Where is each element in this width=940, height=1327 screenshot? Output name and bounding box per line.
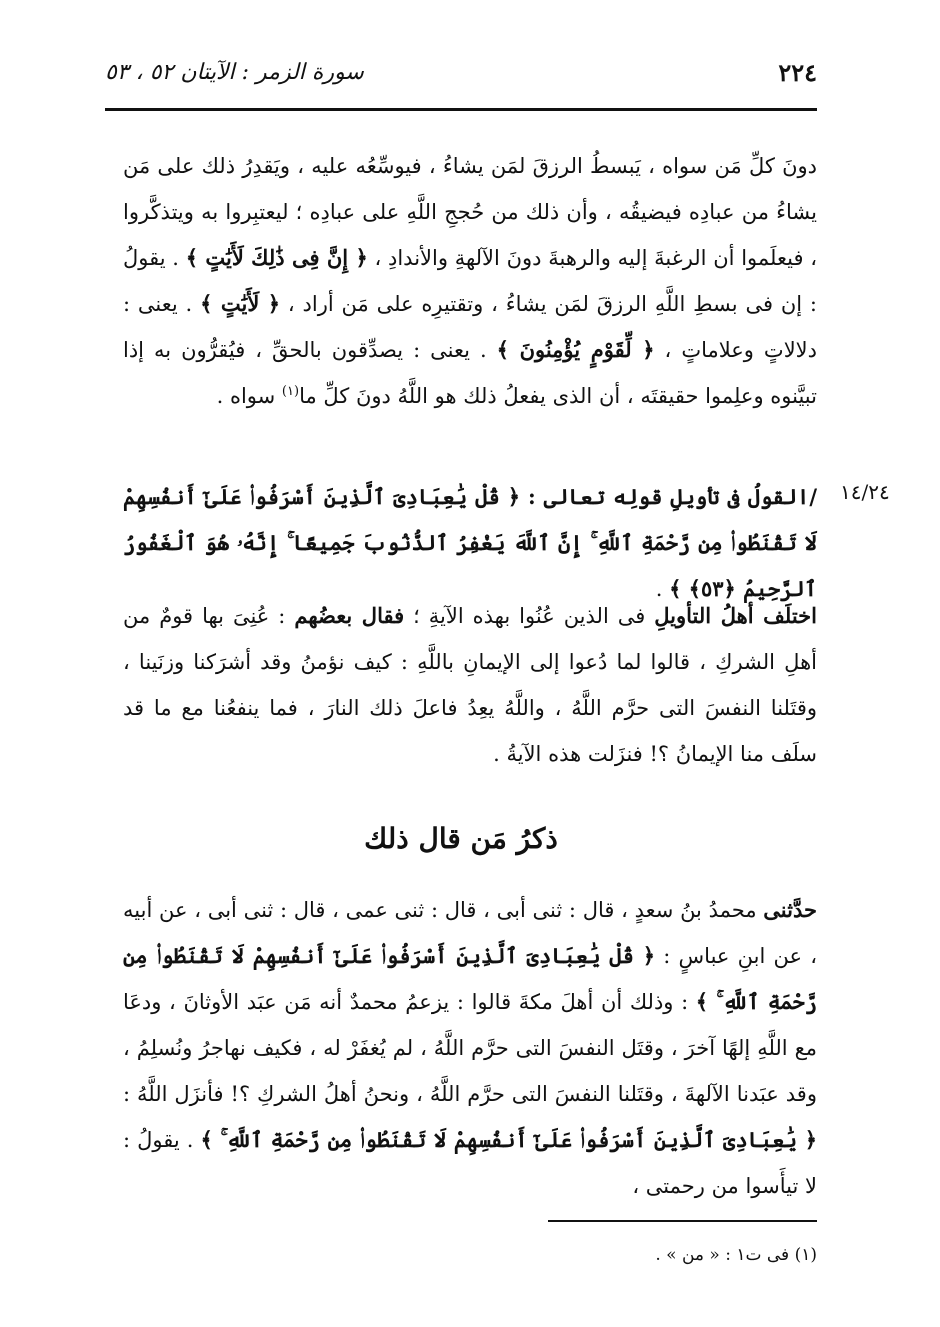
header-rule bbox=[105, 108, 817, 111]
heading-lead: /القولُ فى تأويلِ قولِه تعالى : bbox=[520, 484, 817, 509]
paragraph-4 bbox=[123, 887, 817, 1209]
quran-quote: ﴿ قُلْ يَٰعِبَادِىَ ٱلَّذِينَ أَسْرَفُوا۟ عَلَىٰٓ أَنفُسِهِمْ لَا تَقْنَطُوا۟ مِن رَّحْمَةِ ٱللَّهِ ۚ ﴾ bbox=[123, 943, 817, 1014]
quran-quote: ﴿ قُلْ يَٰعِبَادِىَ ٱلَّذِينَ أَسْرَفُوا۟ عَلَىٰٓ أَنفُسِهِمْ لَا تَقْنَطُوا۟ مِن رَّحْمَةِ ٱللَّهِ ۚ إِنَّ ٱللَّهَ يَغْفِرُ ٱلذُّنُوبَ جَمِيعًا ۚ إِنَّهُۥ هُوَ ٱلْغَفُورُ ٱلرَّحِيمُ ﴿٥٣﴾ ﴾ bbox=[123, 484, 817, 601]
paragraph-2 bbox=[123, 474, 817, 612]
quran-quote: ﴿ يَٰعِبَادِىَ ٱلَّذِينَ أَسْرَفُوا۟ عَلَىٰٓ أَنفُسِهِمْ لَا تَقْنَطُوا۟ مِن رَّحْمَةِ ٱللَّهِ ۚ ﴾ bbox=[200, 1127, 817, 1152]
paragraph-lead: حدَّثنى bbox=[763, 897, 817, 922]
footnote: (١) فى ت١ : « من » . bbox=[655, 1245, 817, 1265]
footnote-rule bbox=[548, 1220, 817, 1222]
quran-quote: ﴿ إِنَّ فِى ذَٰلِكَ لَأَيَٰتٍ ﴾ bbox=[185, 245, 368, 270]
margin-reference: ١٤/٢٤ bbox=[840, 480, 890, 504]
paragraph-1 bbox=[123, 143, 817, 419]
paragraph-bold: فقال بعضُهم bbox=[294, 603, 405, 628]
paragraph-text: سواه . bbox=[216, 384, 282, 408]
page-header bbox=[105, 58, 817, 98]
paragraph-lead: اختلَف أهلُ التأويلِ bbox=[654, 603, 817, 628]
paragraph-text: . يعنى : دلالاتٍ وعلاماتٍ ، bbox=[123, 292, 818, 362]
page-number: ٢٢٤ bbox=[778, 58, 817, 87]
paragraph-text: . bbox=[655, 577, 670, 601]
paragraph-3 bbox=[123, 593, 817, 777]
footnote-marker[interactable]: (١) bbox=[281, 384, 300, 399]
paragraph-text: فى الذين عُنُوا بهذه الآيةِ ؛ bbox=[404, 604, 655, 628]
paragraph-text: . يعنى : يصدِّقون بالحقِّ ، فيُقرُّون به إذا تبيَّنوه وعلِموا حقيقتَه ، أن الذى يفعلُ ذلك هو اللَّهُ دونَ كلِّ ما bbox=[123, 338, 817, 408]
paragraph-text: . يقولُ : لا تيأَسوا من رحمتى ، bbox=[123, 1128, 817, 1198]
paragraph-text: محمدُ بنُ سعدٍ ، قال : ثنى أبى ، قال : ثنى عمى ، قال : ثنى أبى ، عن أبيه ، عن ابنِ عباسٍ : bbox=[123, 898, 817, 968]
paragraph-text: . يقولُ : إن فى بسطِ اللَّهِ الرزقَ لمَن يشاءُ ، وتقتيرِه على مَن أراد ، bbox=[123, 246, 818, 316]
paragraph-text: : وذلك أن أهلَ مكةَ قالوا : يزعمُ محمدٌ أنه مَن عبَد الأوثانَ ، ودعَا مع اللَّهِ إلهًا آخرَ ، وقتَل النفسَ التى حرَّم اللَّهُ ، لم يُغفَرْ له ، فكيف نهاجرُ ونُسلِمُ ، وقد عبَدنا الآلهةَ ، وقتَلنا النفسَ التى حرَّم اللَّهُ ، ونحنُ أهلُ الشركِ ؟! فأنزَل اللَّهُ : bbox=[123, 990, 818, 1106]
running-title: سورة الزمر : الآيتان ٥٢ ، ٥٣ bbox=[105, 60, 364, 85]
quran-quote: ﴿ لِّقَوْمٍ يُؤْمِنُونَ ﴾ bbox=[496, 337, 655, 362]
paragraph-text: دونَ كلِّ مَن سواه ، يَبسطُ الرزقَ لمَن يشاءُ ، فيوسِّعُه عليه ، ويَقدِرُ ذلك على مَن يشاءُ من عبادِه فيضيقُه ، وأن ذلك من حُججِ اللَّهِ على عبادِه ؛ ليعتبِروا به ويتذكَّروا ، فيعلَموا أن الرغبةَ إليه والرهبةَ دونَ الآلهةِ والأندادِ ، bbox=[123, 154, 817, 270]
paragraph-text: : عُنِىَ بها قومٌ من أهلِ الشركِ ، قالوا لما دُعوا إلى الإيمانِ باللَّهِ : كيف نؤمنُ وقد أشرَكنا وزنَينا ، وقتَلنا النفسَ التى حرَّم اللَّهُ ، واللَّهُ يعِدُ فاعلَ ذلك النارَ ، فما ينفعُنا مع ما قد سلَف منا الإيمانُ ؟! فنزَلت هذه الآيةُ . bbox=[123, 604, 817, 766]
section-heading: ذكرُ مَن قال ذلك bbox=[364, 822, 558, 855]
quran-quote: ﴿ لَأَيَٰتٍ ﴾ bbox=[200, 291, 281, 316]
